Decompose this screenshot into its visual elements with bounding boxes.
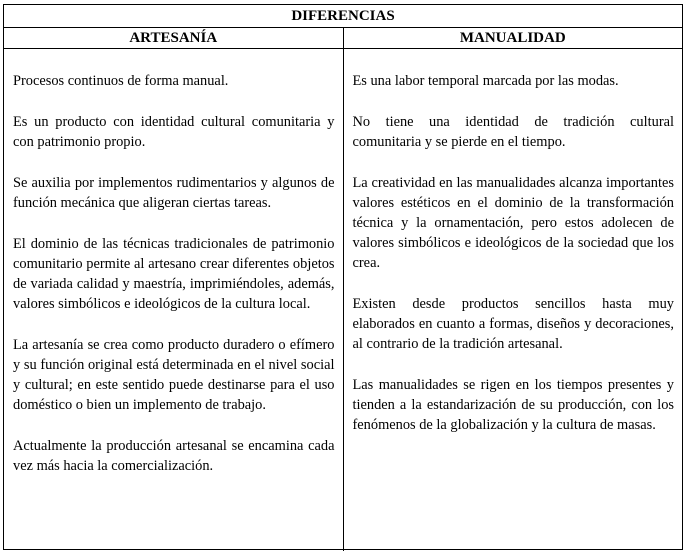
manualidad-item: Existen desde productos sencillos hasta muy elaborados en cuanto a formas, diseños y decoraciones, al contrario de la tradición artesanal. <box>352 296 674 352</box>
table-title: DIFERENCIAS <box>4 5 682 28</box>
manualidad-header: MANUALIDAD <box>459 30 566 46</box>
header-row <box>4 28 682 49</box>
manualidad-item: La creatividad en las manualidades alcanza importantes valores estéticos en el dominio de la transformación técnica y la ornamentación, pero estos adolecen de valores simbólicos e ideológicos de la sociedad que los crea. <box>352 175 674 271</box>
artesania-item: Procesos continuos de forma manual. <box>13 73 229 89</box>
artesania-item: Se auxilia por implementos rudimentarios y algunos de función mecánica que aligeran ciertas tareas. <box>13 175 335 211</box>
manualidad-item: Es una labor temporal marcada por las modas. <box>352 73 619 89</box>
differences-table <box>3 4 683 550</box>
artesania-item: Actualmente la producción artesanal se encamina cada vez más hacia la comercialización. <box>13 438 335 474</box>
artesania-item: El dominio de las técnicas tradicionales de patrimonio comunitario permite al artesano crear diferentes objetos de variada calidad y maestría, imprimiéndoles, además, valores simbólicos e ideológicos de la cultura local. <box>13 236 335 312</box>
artesania-column <box>4 49 344 551</box>
artesania-item: La artesanía se crea como producto duradero o efímero y su función original está determinada en el nivel social y cultural; en este sentido puede destinarse para el uso doméstico o bien un implemento de trabajo. <box>13 337 335 413</box>
artesania-header: ARTESANÍA <box>4 28 344 48</box>
manualidad-item: No tiene una identidad de tradición cultural comunitaria y se pierde en el tiempo. <box>352 114 674 150</box>
artesania-item: Es un producto con identidad cultural comunitaria y con patrimonio propio. <box>13 114 335 150</box>
manualidad-column <box>344 49 683 551</box>
manualidad-item: Las manualidades se rigen en los tiempos presentes y tienden a la estandarización de su producción, con los fenómenos de la globalización y la cultura de masas. <box>352 377 674 433</box>
table-body <box>4 49 682 551</box>
